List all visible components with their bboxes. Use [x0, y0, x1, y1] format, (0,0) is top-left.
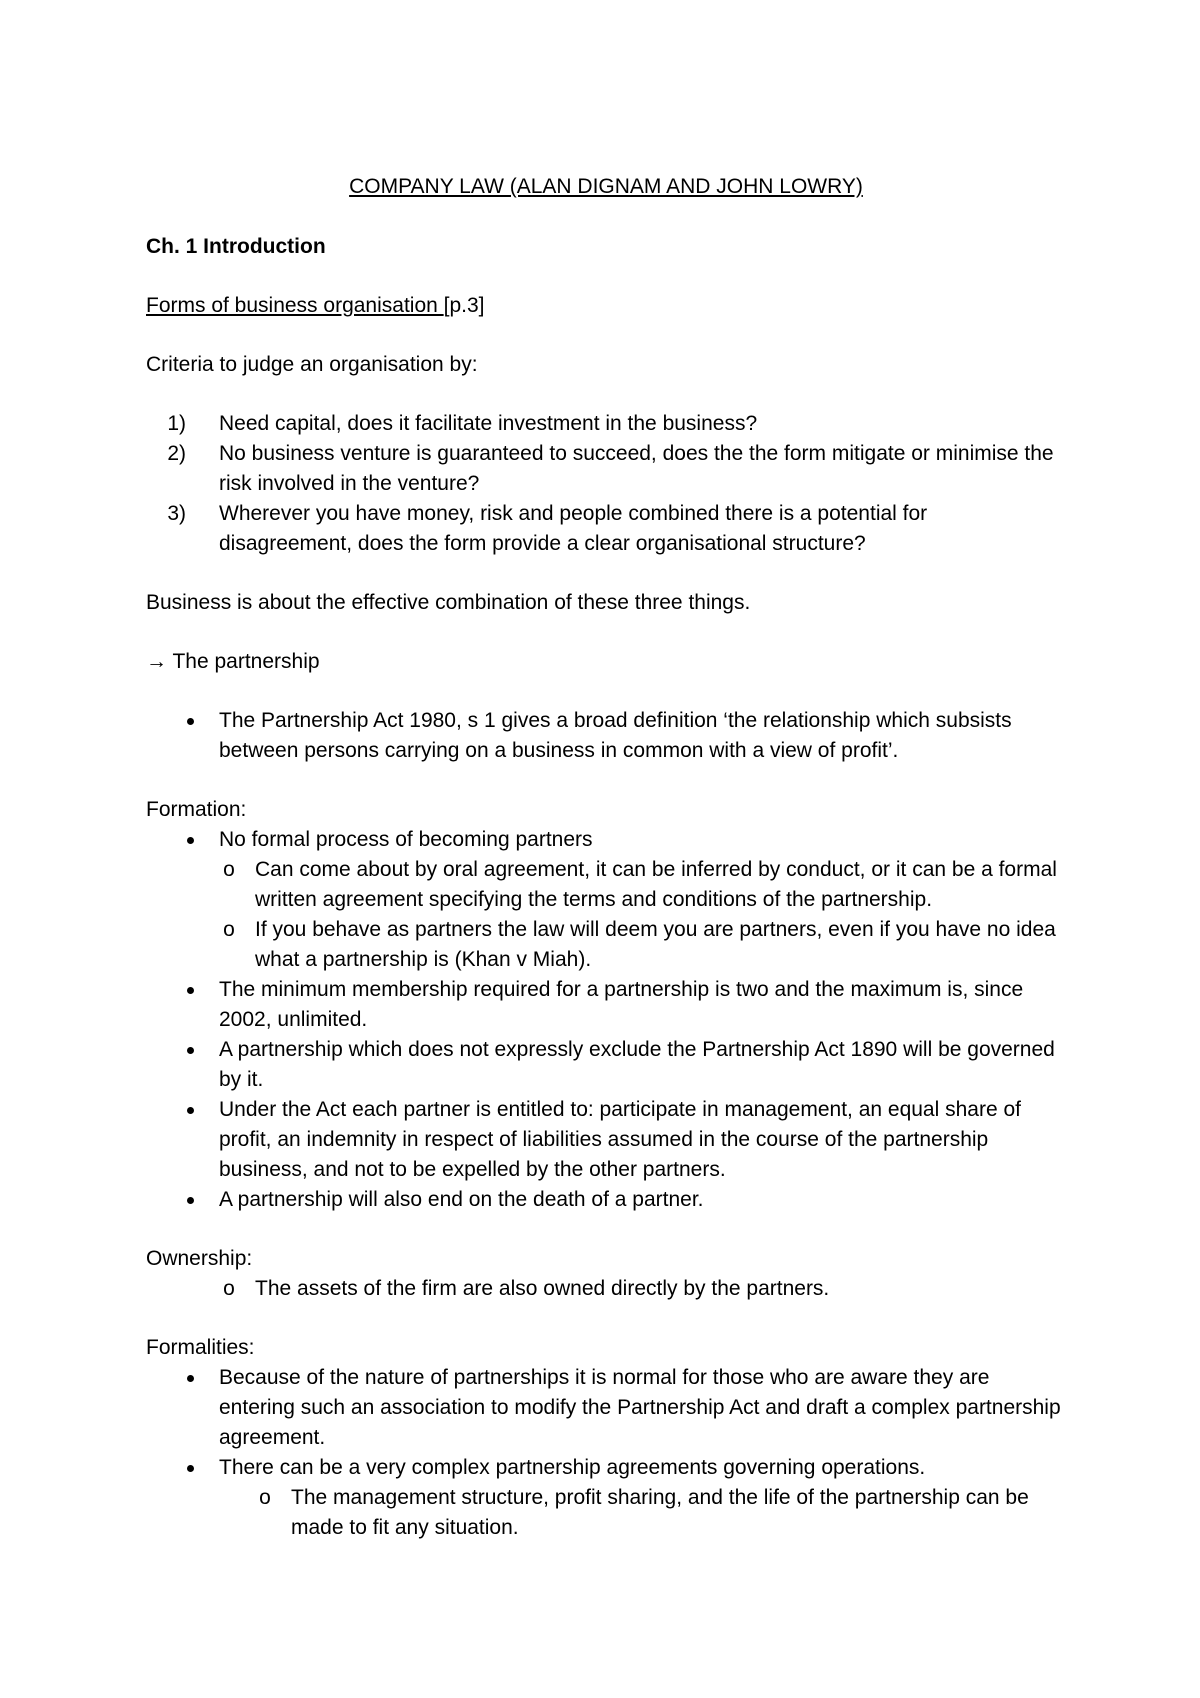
formation-heading: Formation:: [146, 798, 247, 821]
criteria-item: [146, 499, 1066, 559]
list-item: [146, 706, 1066, 766]
list-item: [146, 1185, 1066, 1215]
bullet-icon: [187, 1047, 194, 1054]
list-item: [219, 855, 1066, 915]
criteria-item: [146, 439, 1066, 499]
criteria-list: [146, 409, 1066, 559]
circle-bullet-icon: o: [259, 1486, 271, 1509]
criteria-number: 2): [167, 442, 186, 465]
formation-sub-list: [219, 855, 1066, 975]
formation-list: [146, 825, 1066, 1215]
list-item: [219, 915, 1066, 975]
formation-item-text: A partnership which does not expressly exclude the Partnership Act 1890 will be governed by it.: [219, 1038, 1055, 1091]
formalities-sub-list: [146, 1483, 1066, 1543]
partnership-heading-text: The partnership: [172, 650, 320, 673]
right-arrow-icon: →: [146, 650, 167, 673]
document-title: COMPANY LAW (ALAN DIGNAM AND JOHN LOWRY): [349, 175, 863, 198]
list-item: [146, 1035, 1066, 1095]
formation-item-text: Under the Act each partner is entitled to: participate in management, an equal share of profit, an indemnity in respect of liabilities assumed in the course of the partnership business, and not to be expelled by the other partners.: [219, 1098, 1021, 1181]
circle-bullet-icon: o: [223, 858, 235, 881]
list-item: [146, 1453, 1066, 1483]
partnership-definition-list: [146, 706, 1066, 766]
ownership-heading: Ownership:: [146, 1247, 253, 1270]
circle-bullet-icon: o: [223, 1277, 235, 1300]
chapter-heading: Ch. 1 Introduction: [146, 235, 326, 258]
criteria-text: No business venture is guaranteed to succeed, does the the form mitigate or minimise the risk involved in the venture?: [219, 442, 1054, 495]
criteria-text: Need capital, does it facilitate investment in the business?: [219, 412, 758, 435]
formation-item-text: A partnership will also end on the death of a partner.: [219, 1188, 704, 1211]
criteria-item: [146, 409, 1066, 439]
formation-item-text: The minimum membership required for a partnership is two and the maximum is, since 2002, unlimited.: [219, 978, 1024, 1031]
list-item: [146, 1095, 1066, 1185]
bullet-icon: [187, 987, 194, 994]
bullet-icon: [187, 1465, 194, 1472]
ownership-item-text: The assets of the firm are also owned directly by the partners.: [255, 1277, 830, 1300]
criteria-text: Wherever you have money, risk and people combined there is a potential for disagreement, does the form provide a clear organisational structure?: [219, 502, 928, 555]
formalities-item-text: Because of the nature of partnerships it is normal for those who are aware they are entering such an association to modify the Partnership Act and draft a complex partnership agreement.: [219, 1366, 1061, 1449]
bullet-icon: [187, 718, 194, 725]
ownership-list: [146, 1274, 1066, 1304]
bullet-icon: [187, 1197, 194, 1204]
bullet-icon: [187, 1375, 194, 1382]
bullet-icon: [187, 837, 194, 844]
document-page: [146, 172, 1066, 1543]
circle-bullet-icon: o: [223, 918, 235, 941]
formalities-sub-text: The management structure, profit sharing, and the life of the partnership can be made to fit any situation.: [291, 1486, 1029, 1539]
formation-sub-text: Can come about by oral agreement, it can be inferred by conduct, or it can be a formal written agreement specifying the terms and conditions of the partnership.: [255, 858, 1057, 911]
summary-paragraph: Business is about the effective combination of these three things.: [146, 591, 751, 614]
criteria-number: 1): [167, 412, 186, 435]
criteria-number: 3): [167, 502, 186, 525]
formalities-heading: Formalities:: [146, 1336, 255, 1359]
formation-sub-text: If you behave as partners the law will deem you are partners, even if you have no idea what a partnership is (Khan v Miah).: [255, 918, 1056, 971]
list-item: [146, 1483, 1066, 1543]
formalities-list: [146, 1363, 1066, 1483]
formation-item-text: No formal process of becoming partners: [219, 828, 593, 851]
partnership-heading: [146, 647, 1066, 677]
section-page-ref: [p.3]: [443, 294, 485, 317]
criteria-intro: Criteria to judge an organisation by:: [146, 353, 478, 376]
section-heading: [146, 291, 1066, 321]
list-item: [146, 1363, 1066, 1453]
formalities-item-text: There can be a very complex partnership agreements governing operations.: [219, 1456, 926, 1479]
section-heading-text: Forms of business organisation: [146, 294, 444, 317]
list-item: [146, 975, 1066, 1035]
list-item: [146, 825, 1066, 975]
list-item: [146, 1274, 1066, 1304]
bullet-icon: [187, 1107, 194, 1114]
partnership-definition: The Partnership Act 1980, s 1 gives a broad definition ‘the relationship which subsists between persons carrying on a business in common with a view of profit’.: [219, 709, 1012, 762]
